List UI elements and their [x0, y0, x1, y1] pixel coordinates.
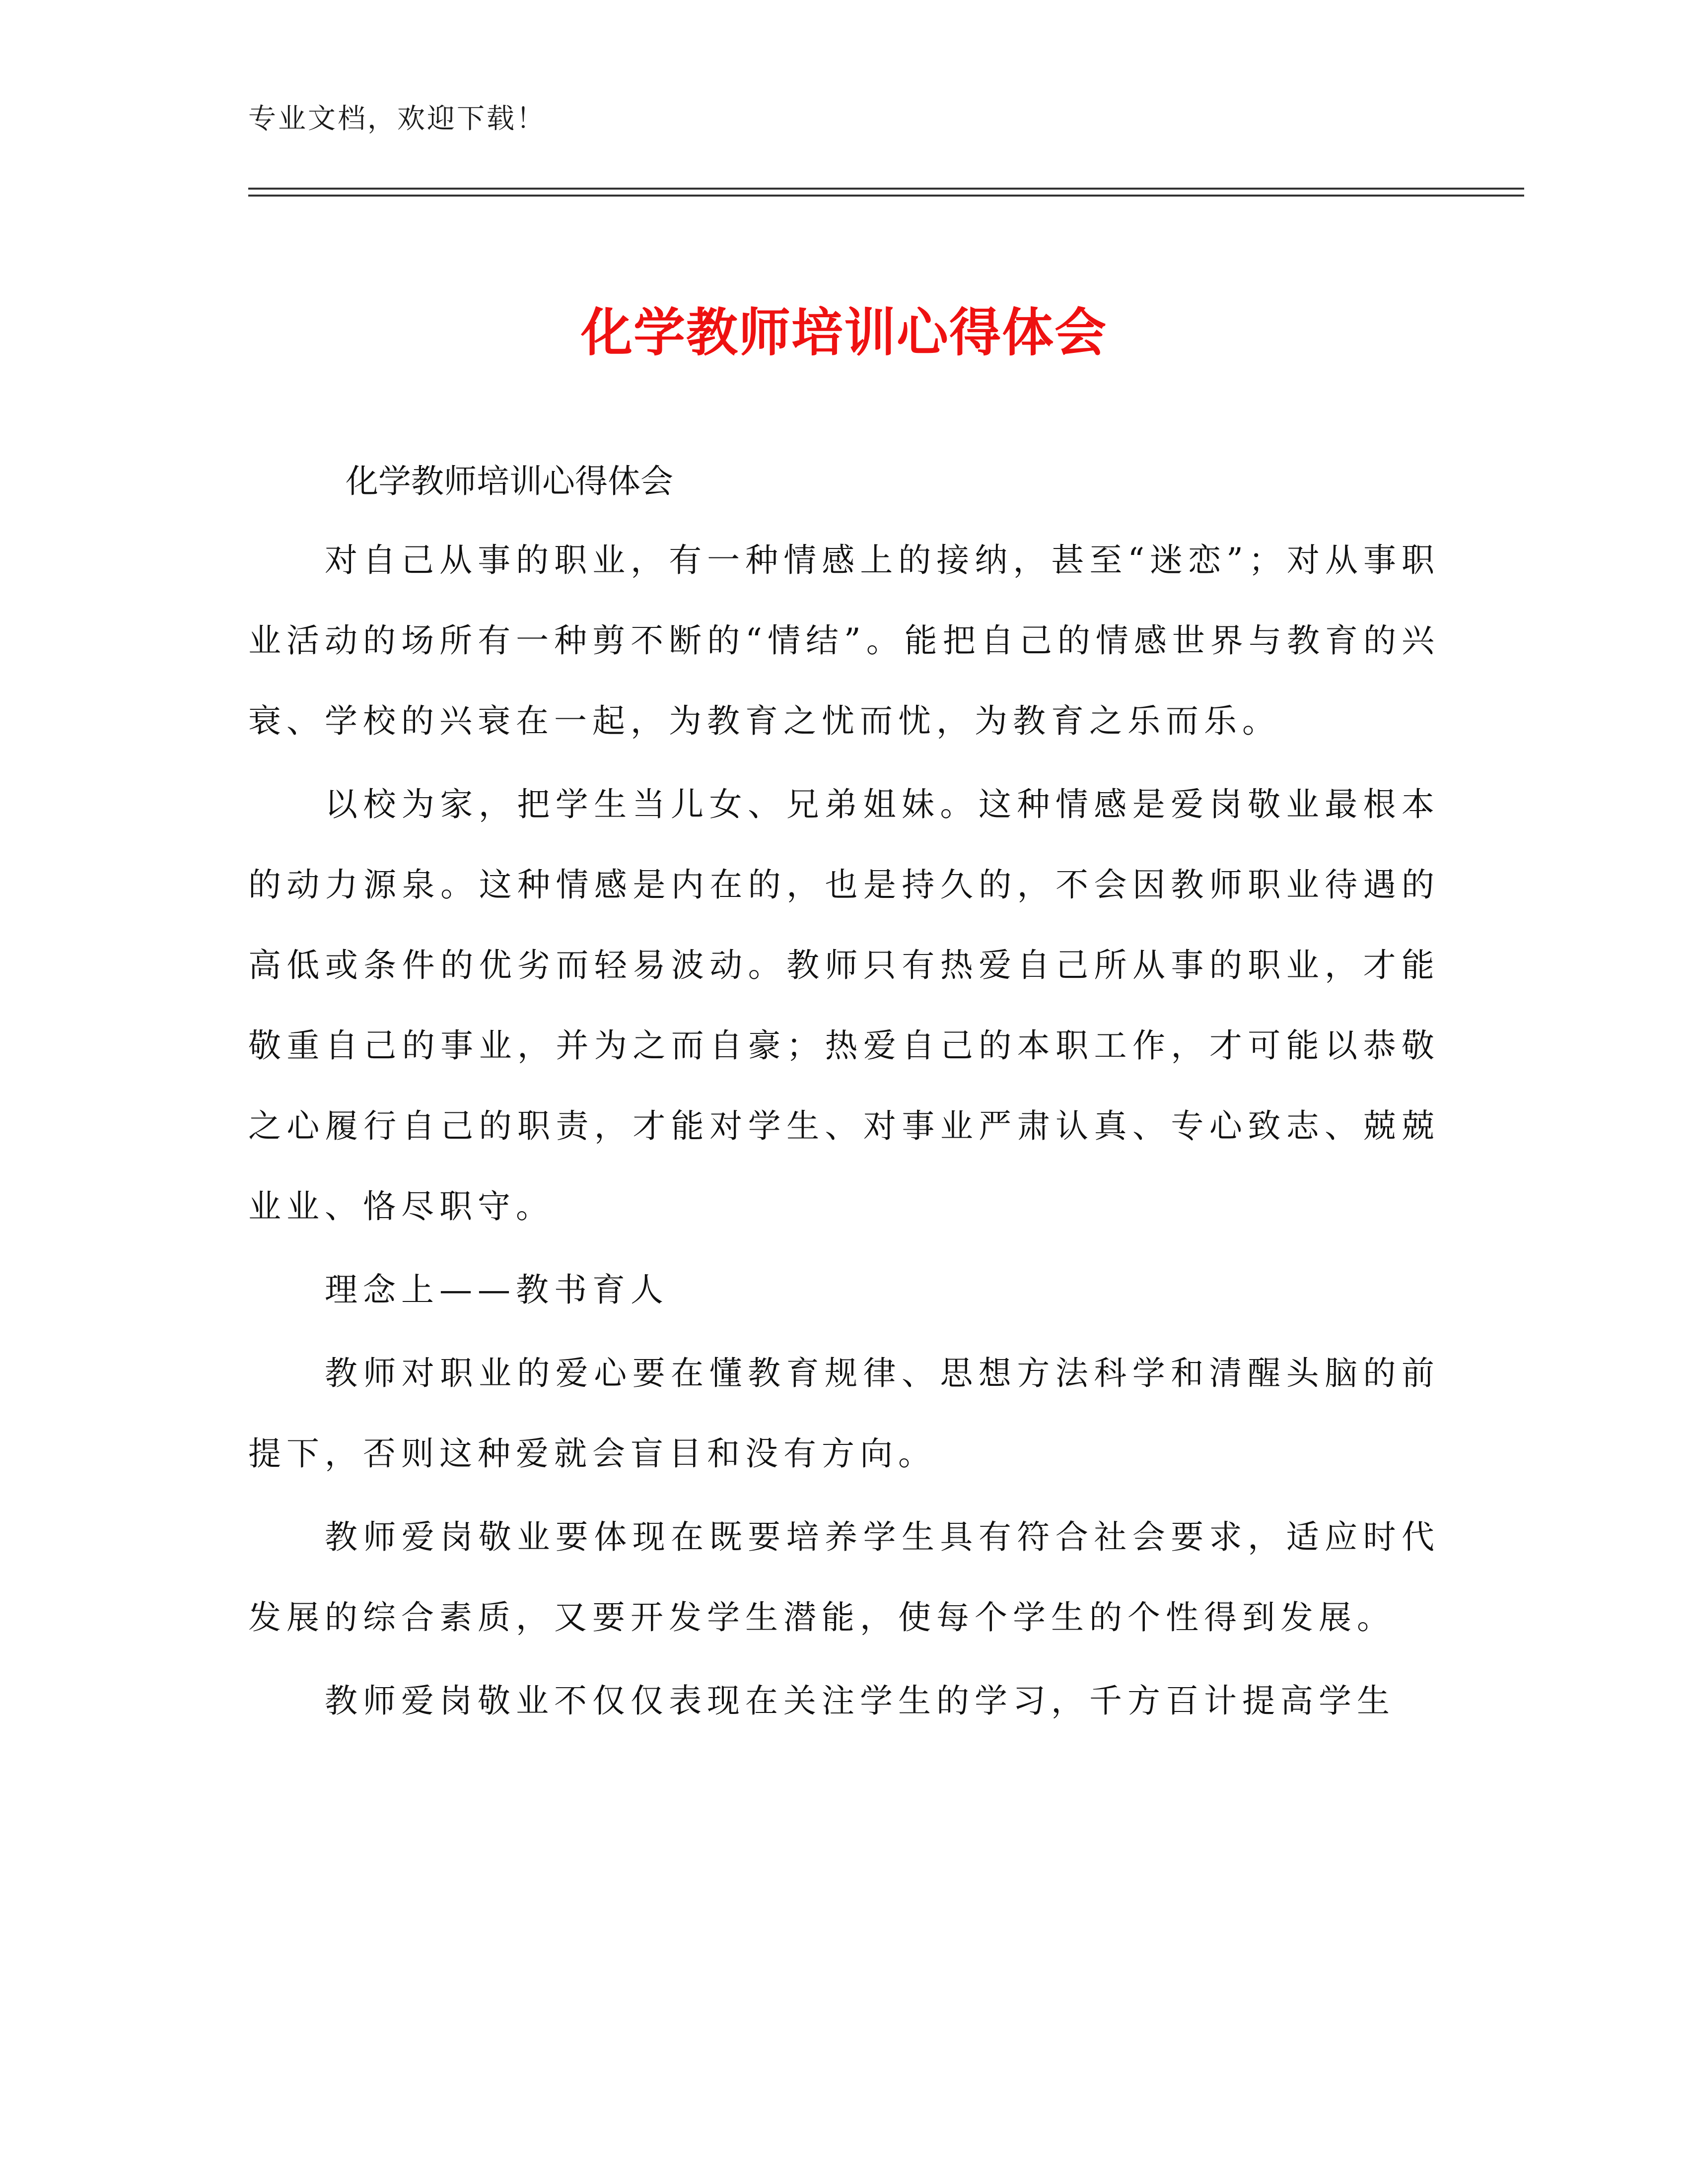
paragraph: 以校为家，把学生当儿女、兄弟姐妹。这种情感是爱岗敬业最根本的动力源泉。这种情感是内在的，也是持久的，不会因教师职业待遇的高低或条件的优劣而轻易波动。教师只有热爱自己所从事的职业，才能敬重自己的事业，并为之而自豪；热爱自己的本职工作，才可能以恭敬之心履行自己的职责，才能对学生、对事业严肃认真、专心致志、兢兢业业、恪尽职守。: [248, 785, 1440, 1226]
paragraph: 教师对职业的爱心要在懂教育规律、思想方法科学和清醒头脑的前提下，否则这种爱就会盲目和没有方向。: [248, 1354, 1440, 1473]
document-title: 化学教师培训心得体会: [580, 302, 1107, 363]
paragraph: 教师爱岗敬业不仅仅表现在关注学生的学习，千方百计提高学生: [325, 1682, 1395, 1720]
document-subtitle: 化学教师培训心得体会: [346, 462, 673, 500]
header-divider: [248, 188, 1524, 197]
paragraph: 教师爱岗敬业要体现在既要培养学生具有符合社会要求，适应时代发展的综合素质，又要开发学生潜能，使每个学生的个性得到发展。: [248, 1518, 1440, 1637]
header-note: 专业文档，欢迎下载！: [248, 103, 546, 135]
paragraph: 对自己从事的职业，有一种情感上的接纳，甚至“迷恋”；对从事职业活动的场所有一种剪不断的“情结”。能把自己的情感世界与教育的兴衰、学校的兴衰在一起，为教育之忧而忧，为教育之乐而乐。: [248, 541, 1440, 740]
document-body: [248, 452, 1440, 1744]
section-heading: 理念上——教书育人: [325, 1271, 669, 1309]
